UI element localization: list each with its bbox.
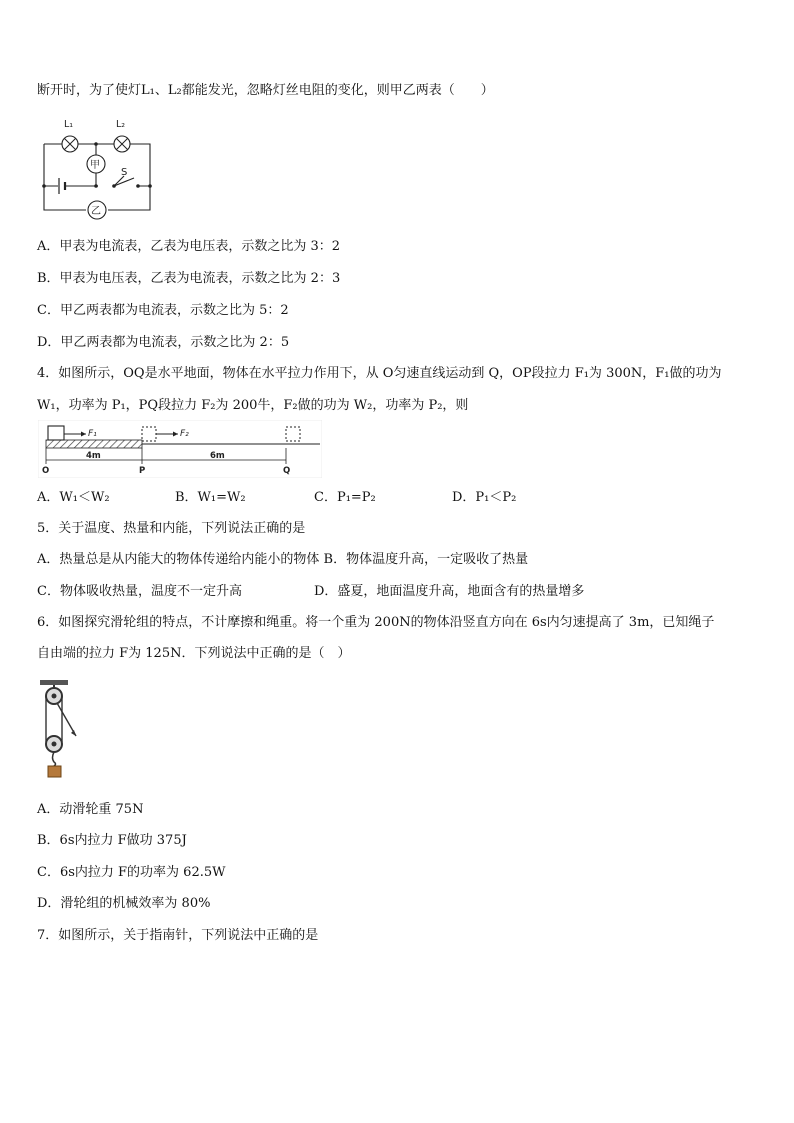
q6-option-c: C．6s内拉力 F的功率为 62.5W (37, 865, 226, 880)
q7-stem: 7．如图所示，关于指南针，下列说法中正确的是 (37, 928, 319, 943)
label-switch-s: S (121, 167, 128, 178)
label-meter-yi: 乙 (91, 206, 101, 217)
q5-option-d: D．盛夏，地面温度升高，地面含有的热量增多 (314, 584, 585, 599)
q3-option-d: D．甲乙两表都为电流表，示数之比为 2：5 (37, 335, 290, 350)
label-q: Q (283, 466, 291, 476)
q5-stem: 5．关于温度、热量和内能，下列说法正确的是 (37, 521, 306, 536)
label-o: O (42, 466, 50, 476)
label-4m: 4m (86, 451, 101, 461)
q4-stem-line1: 4．如图所示，OQ是水平地面，物体在水平拉力作用下，从 O匀速直线运动到 Q，OP段拉力 F₁为 300N，F₁做的功为 (37, 366, 722, 381)
q6-option-d: D．滑轮组的机械效率为 80% (37, 896, 211, 911)
motion-diagram (38, 420, 322, 478)
pulley-diagram (38, 678, 82, 780)
label-meter-jia: 甲 (90, 160, 100, 171)
q3-option-a: A．甲表为电流表，乙表为电压表，示数之比为 3：2 (37, 239, 341, 254)
q6-option-a: A．动滑轮重 75N (37, 802, 144, 817)
label-f1: F₁ (88, 429, 97, 439)
label-p: P (139, 466, 146, 476)
q4-option-c: C．P₁=P₂ (314, 490, 376, 505)
q6-stem-line1: 6．如图探究滑轮组的特点，不计摩擦和绳重。将一个重为 200N的物体沿竖直方向在 6s内匀速提高了 3m，已知绳子 (37, 615, 715, 630)
circuit-diagram (38, 112, 156, 222)
q4-option-d: D．P₁＜P₂ (452, 490, 517, 505)
q5-options-line1: A．热量总是从内能大的物体传递给内能小的物体 B．物体温度升高，一定吸收了热量 (37, 552, 529, 567)
label-l2: L₂ (116, 119, 126, 130)
q4-option-a: A．W₁＜W₂ (37, 490, 110, 505)
q6-stem-line2: 自由端的拉力 F为 125N．下列说法中正确的是（ ） (37, 646, 351, 661)
q3-option-c: C．甲乙两表都为电流表，示数之比为 5：2 (37, 303, 289, 318)
q3-option-b: B．甲表为电压表，乙表为电流表，示数之比为 2：3 (37, 271, 341, 286)
q4-stem-line2: W₁，功率为 P₁，PQ段拉力 F₂为 200牛，F₂做的功为 W₂，功率为 P₂，则 (37, 398, 469, 413)
label-f2: F₂ (180, 429, 189, 439)
label-6m: 6m (210, 451, 225, 461)
q3-stem: 断开时，为了使灯L₁、L₂都能发光，忽略灯丝电阻的变化，则甲乙两表（ ） (37, 83, 494, 98)
q6-option-b: B．6s内拉力 F做功 375J (37, 833, 187, 848)
label-l1: L₁ (64, 119, 74, 130)
q4-option-b: B．W₁=W₂ (175, 490, 246, 505)
q5-option-c: C．物体吸收热量，温度不一定升高 (37, 584, 242, 599)
